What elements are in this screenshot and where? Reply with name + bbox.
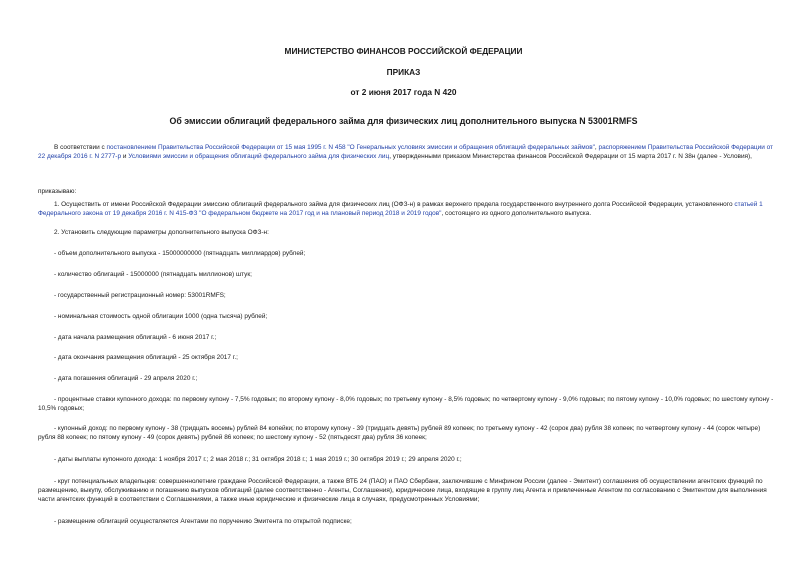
link-usloviya[interactable]: Условиями эмиссии и обращения облигаций федерального займа для физических лиц (128, 153, 390, 160)
param-rates: - процентные ставки купонного дохода: по первому купону - 7,5% годовых; по второму купону - 8,0% годовых; по третьему купону - 8,5% годовых; по четвертому купону - 9,0% годовых; по пятому купону - 10,0% годовых; по шестому купону - 10,5% годовых; (38, 396, 774, 412)
item-1-text-2: , состоящего из одного дополнительного выпуска. (441, 210, 592, 217)
param-placement: - размещение облигаций осуществляется Агентами по поручению Эмитента по открытой подписке; (54, 518, 352, 525)
param-owners: - круг потенциальных владельцев: совершеннолетние граждане Российской Федерации, а также ВТБ 24 (ПАО) и ПАО Сбербанк, заключившие с Минфином России (далее - Эмитент) соглашения об осуществлении агентских функций по размещению, выкупу, обслуживанию и погашению выпусков облигаций (далее соответственно - Агенты, Соглашения), юридические лица, входящие в группу лиц Агента и привлеченные Агентом по согласованию с Эмитентом для выполнения части агентских функций в соответствии с Соглашениями, а также иные юридические и физические лица в случаях, предусмотренных Условиями; (38, 478, 767, 503)
param-end-date: - дата окончания размещения облигаций - 25 октября 2017 г.; (54, 354, 238, 361)
item-2: 2. Установить следующие параметры дополнительного выпуска ОФЗ-н: (54, 229, 269, 236)
doc-type-heading: ПРИКАЗ (386, 67, 421, 77)
param-maturity: - дата погашения облигаций - 29 апреля 2020 г.; (54, 375, 198, 382)
document-title: Об эмиссии облигаций федерального займа для физических лиц дополнительного выпуска N 53001RMFS (169, 116, 638, 126)
intro-text-2: , (594, 144, 599, 151)
link-rasporyazhenie-2777[interactable]: распоряжением Правительства Российской Федерации от 22 декабря 2016 г. N 2777-р (38, 144, 773, 160)
ministry-heading: МИНИСТЕРСТВО ФИНАНСОВ РОССИЙСКОЙ ФЕДЕРАЦИИ (284, 46, 523, 56)
param-coupon-income: - купонный доход: по первому купону - 38 (тридцать восемь) рублей 84 копейки; по второму купону - 39 (тридцать девять) рублей 89 копеек; по третьему купону - 42 (сорок два) рубля 38 копеек; по четвертому купону - 44 (сорок четыре) рубля 88 копеек; по пятому купону - 49 (сорок девять) рублей 86 копеек; по шестому купону - 52 (пятьдесят два) рубля 36 копеек; (38, 425, 761, 441)
link-postanovlenie-458[interactable]: постановлением Правительства Российской Федерации от 15 мая 1995 г. N 458 "О Генеральных условиях эмиссии и обращения облигаций федеральных займов" (106, 144, 595, 151)
param-volume: - объем дополнительного выпуска - 15000000000 (пятнадцать миллиардов) рублей; (54, 250, 306, 257)
item-1 (38, 200, 774, 218)
link-federal-law-415[interactable]: статьей 1 Федерального закона от 19 декабря 2016 г. N 415-ФЗ "О федеральном бюджете на 2017 год и на плановый период 2018 и 2019 годов" (38, 201, 763, 217)
date-number-heading: от 2 июня 2017 года N 420 (350, 87, 457, 97)
param-nominal: - номинальная стоимость одной облигации 1000 (одна тысяча) рублей; (54, 313, 268, 320)
intro-paragraph (38, 143, 774, 161)
item-1-text-1: 1. Осуществить от имени Российской Федерации эмиссию облигаций федерального займа для физических лиц (ОФЗ-н) в рамках верхнего предела государственного внутреннего долга Российской Федерации, установленного (54, 201, 735, 208)
intro-text-1: В соответствии с (54, 144, 107, 151)
intro-text-3: и (121, 153, 129, 160)
param-start-date: - дата начала размещения облигаций - 6 июня 2017 г.; (54, 334, 217, 341)
order-word: приказываю: (38, 188, 77, 195)
intro-text-4: , утвержденными приказом Министерства финансов Российской Федерации от 15 марта 2017 г. N 38н (далее - Условия), (389, 153, 752, 160)
param-quantity: - количество облигаций - 15000000 (пятнадцать миллионов) штук; (54, 271, 252, 278)
param-reg-number: - государственный регистрационный номер: 53001RMFS; (54, 292, 226, 299)
param-payment-dates: - даты выплаты купонного дохода: 1 ноября 2017 г.; 2 мая 2018 г.; 31 октября 2018 г.; 1 мая 2019 г.; 30 октября 2019 г.; 29 апреля 2020 г.; (54, 456, 462, 463)
